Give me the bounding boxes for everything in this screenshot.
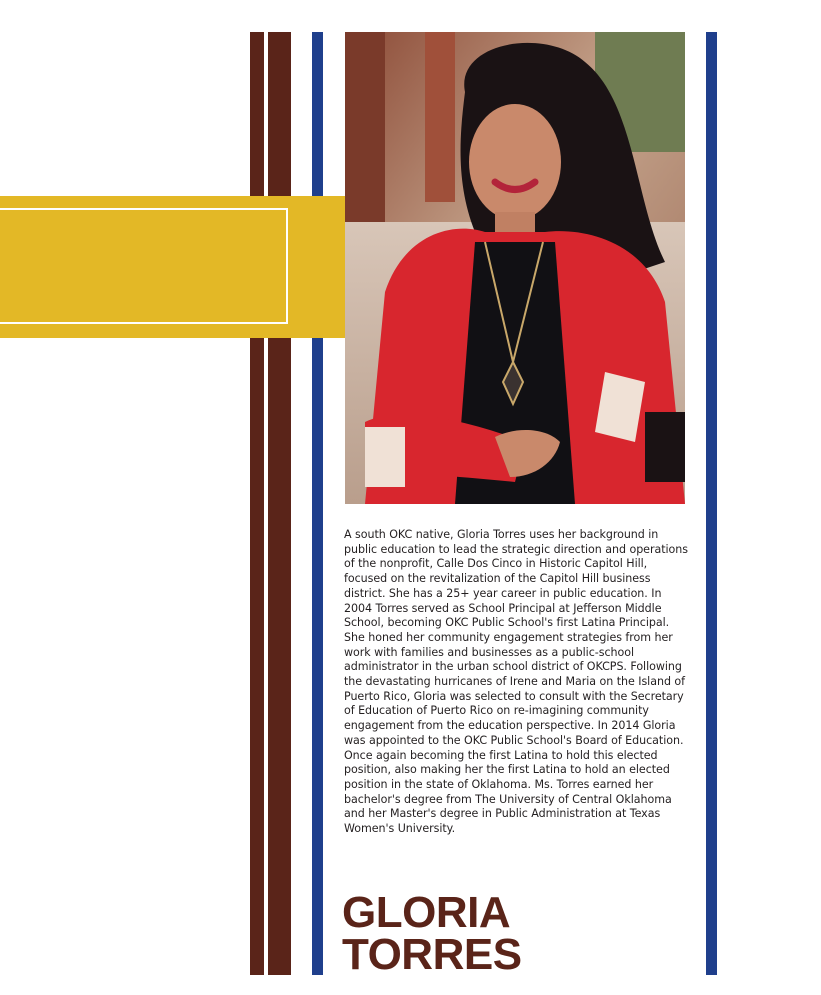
person-name <box>342 888 522 979</box>
brown-stripe-left <box>250 32 264 975</box>
brown-stripe-right <box>268 32 291 975</box>
last-name: TORRES <box>342 930 522 979</box>
blue-stripe-left <box>312 32 323 975</box>
blue-stripe-right <box>706 32 717 975</box>
gold-banner-frame <box>0 208 288 324</box>
portrait-photo <box>345 32 685 504</box>
bio-paragraph: A south OKC native, Gloria Torres uses her background in public education to lead the strategic direction and operations of the nonprofit, Calle Dos Cinco in Historic Capitol Hill, focused on the revitalization of the Capitol Hill business district. She has a 25+ year career in public education. In 2004 Torres served as School Principal at Jefferson Middle School, becoming OKC Public School's first Latina Principal. She honed her community engagement strategies from her work with families and businesses as a public-school administrator in the urban school district of OKCPS. Following the devastating hurricanes of Irene and Maria on the Island of Puerto Rico, Gloria was selected to consult with the Secretary of Education of Puerto Rico on re-imagining community engagement from the education perspective. In 2014 Gloria was appointed to the OKC Public School's Board of Education. Once again becoming the first Latina to hold this elected position, also making her the first Latina to hold an elected position in the state of Oklahoma. Ms. Torres earned her bachelor's degree from The University of Central Oklahoma and her Master's degree in Public Administration at Texas Women's University. <box>344 528 688 836</box>
first-name: GLORIA <box>342 888 511 937</box>
